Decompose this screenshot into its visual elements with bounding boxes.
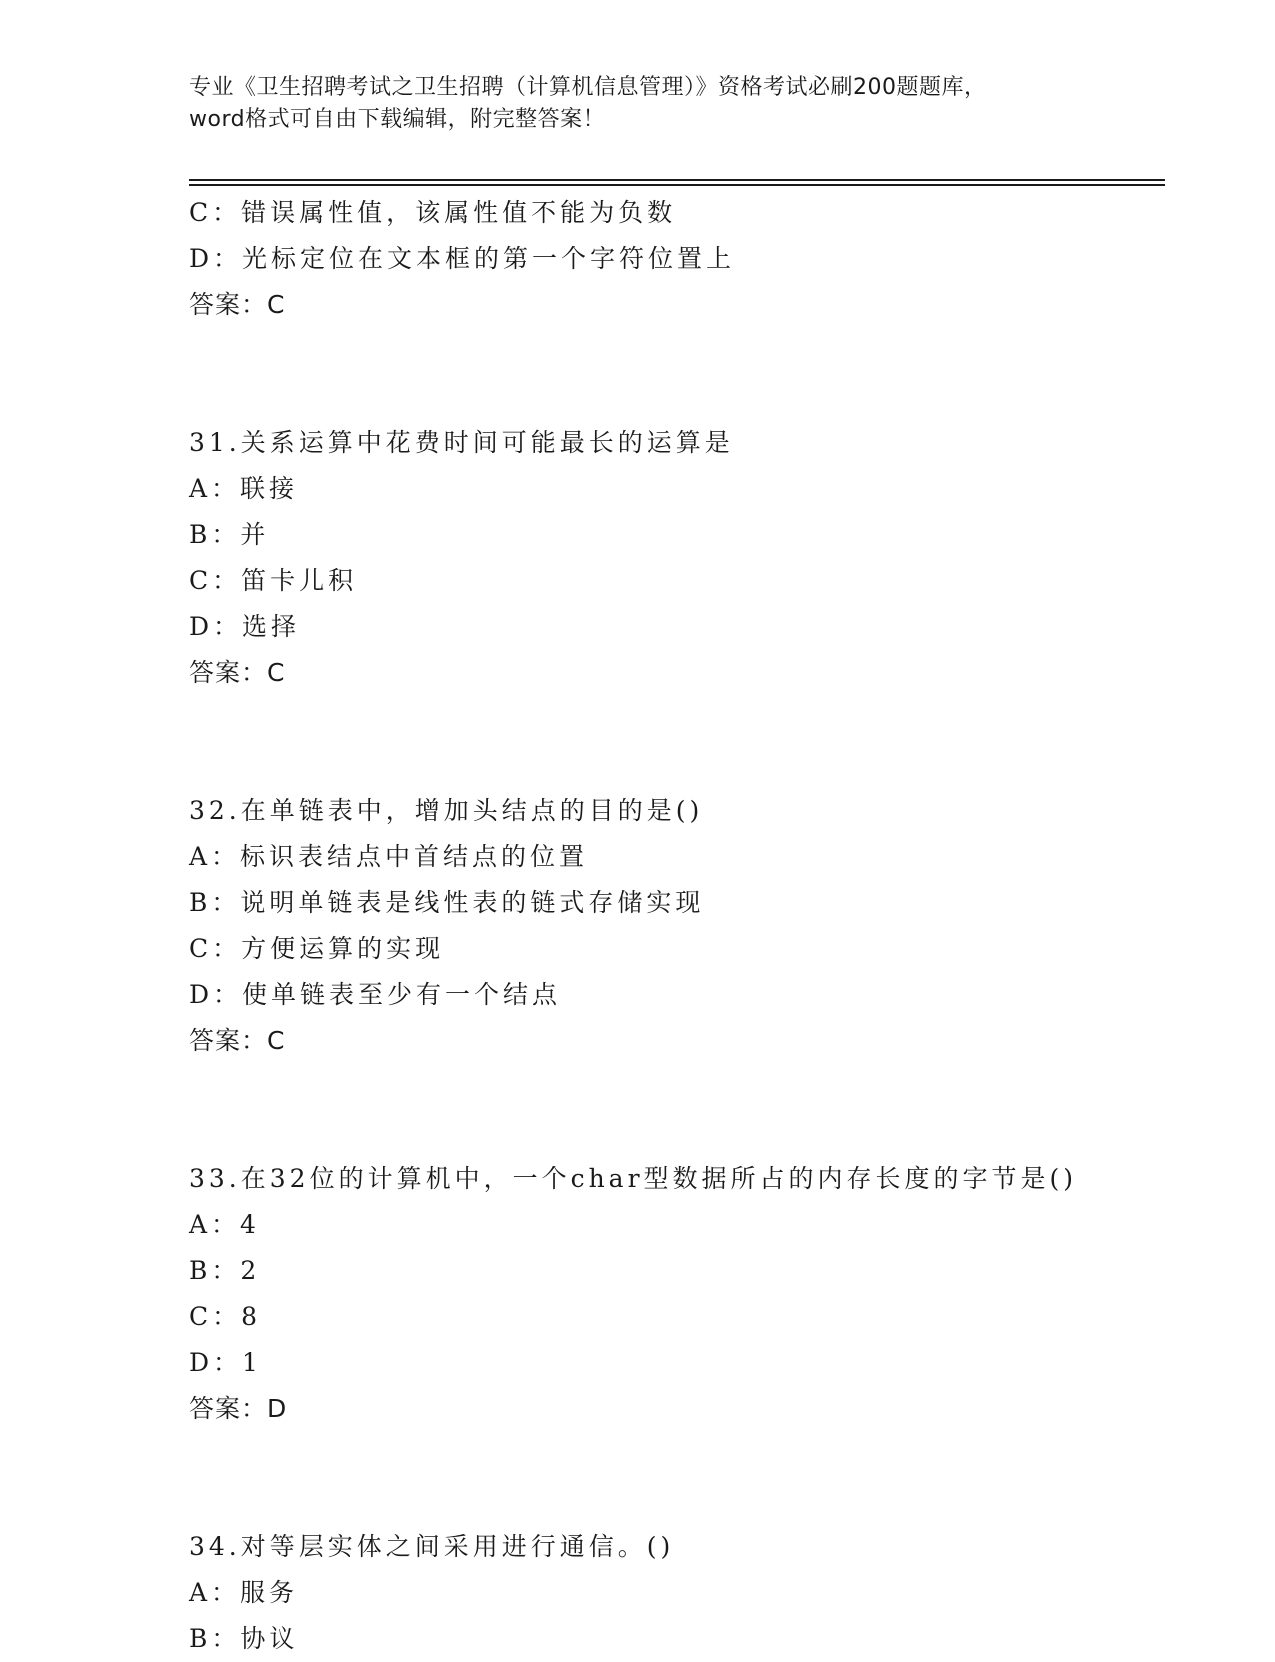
option-a: A：4 (189, 1210, 260, 1239)
question-stem: 31.关系运算中花费时间可能最长的运算是 (189, 428, 734, 457)
option-c: C：8 (189, 1302, 262, 1331)
answer-line: 答案：C (189, 658, 286, 687)
answer-line: 答案：D (189, 1394, 288, 1423)
header-line-2: word格式可自由下载编辑，附完整答案！ (189, 107, 606, 132)
option-b: B：2 (189, 1256, 261, 1285)
header-divider-bottom (189, 184, 1165, 186)
option-d: D：选择 (189, 612, 301, 641)
question-stem: 34.对等层实体之间采用进行通信。() (189, 1532, 675, 1561)
question-stem: 32.在单链表中，增加头结点的目的是() (189, 796, 704, 825)
option-a: A：服务 (189, 1578, 299, 1607)
answer-line: 答案：C (189, 1026, 286, 1055)
option-a: A：联接 (189, 474, 299, 503)
option-d: D：使单链表至少有一个结点 (189, 980, 562, 1009)
option-b: B：说明单链表是线性表的链式存储实现 (189, 888, 705, 917)
option-c: C：错误属性值，该属性值不能为负数 (189, 198, 677, 227)
option-c: C：笛卡儿积 (189, 566, 358, 595)
option-b: B：协议 (189, 1624, 299, 1653)
question-list (189, 190, 1169, 1662)
header-divider-top (189, 179, 1165, 181)
answer-line: 答案：C (189, 290, 286, 319)
option-a: A：标识表结点中首结点的位置 (189, 842, 589, 871)
option-c: C：方便运算的实现 (189, 934, 445, 963)
option-d: D：光标定位在文本框的第一个字符位置上 (189, 244, 736, 273)
question-stem: 33.在32位的计算机中，一个char型数据所占的内存长度的字节是() (189, 1164, 1078, 1193)
header-line-1: 专业《卫生招聘考试之卫生招聘（计算机信息管理）》资格考试必刷200题题库， (189, 75, 987, 100)
document-header (189, 72, 1089, 136)
option-d: D：1 (189, 1348, 262, 1377)
option-b: B：并 (189, 520, 270, 549)
